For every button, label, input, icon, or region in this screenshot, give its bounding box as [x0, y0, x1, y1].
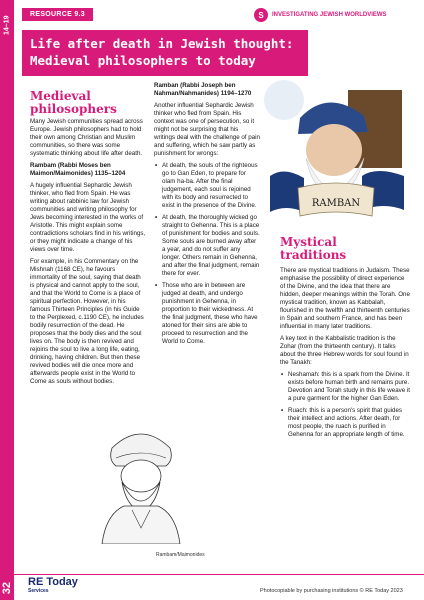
ramban-item: • At death, the souls of the righteous go to Gan Eden, to prepare for olam ha-ba. After the final judgement, each soul is rejoined with its body and resurrected to exist in the presence of the Divine. [154, 162, 260, 210]
rambam-portrait [94, 418, 188, 544]
section-label: INVESTIGATING JEWISH WORLDVIEWS [272, 12, 387, 18]
logo-sub: Services [28, 588, 49, 594]
section-header [254, 8, 387, 22]
footer-copyright: Photocopiable by purchasing institutions © RE Today 2023 [260, 588, 403, 594]
footer-logo [28, 577, 78, 594]
title-line-1: Life after death in Jewish thought: [30, 36, 294, 51]
page-number: 32 [1, 581, 13, 594]
mystical-column [280, 267, 410, 443]
ramban-item: • Those who are in between are judged at death, and undergo punishment in Gehenna, in proportion to their wickedness. At the final judgment, these who have atoned for their sins are able to proceed to resurrection and the World to Come. [154, 282, 260, 346]
medieval-heading: Medieval philosophers [30, 89, 117, 116]
title-line-2: Medieval philosophers to today [30, 53, 256, 68]
ramban-heading: Ramban (Rabbi Joseph ben Nahman/Nahmanides) 1194–1270 [154, 82, 252, 97]
logo-main: RE Today [28, 576, 78, 588]
rambam-heading: Rambam (Rabbi Moses ben Maimon/Maimonides) 1135–1204 [30, 162, 126, 177]
soul-list [280, 371, 410, 439]
ramban-portrait [264, 80, 410, 230]
footer-rule [14, 574, 424, 575]
soul-item: • Neshamah: this is a spark from the Divine. It exists before human birth and remains pure. Devotion and Torah study in this life weave it a pure garment for the higher Gan Eden. [280, 371, 410, 403]
ramban-item: • At death, the thoroughly wicked go straight to Gehenna. This is a place of punishment for bodies and souls. Some souls are burned away after a year, and do not suffer any longer. Others remain in Gehenna, and after the final judgment, remain there for ever. [154, 214, 260, 278]
medieval-intro: Many Jewish communities spread across Europe. Jewish philosophers had to hold their own among Christian and Muslim communities, so there was some systematic thinking about life after death. [30, 118, 143, 157]
rambam-caption: Rambam/Maimonides [156, 552, 205, 558]
ramban-column [154, 82, 260, 350]
mystical-paragraph-1: There are mystical traditions in Judaism. These emphasise the possibility of direct experience of the Divine, and the idea that there are hidden, deeper meanings within the Torah. One mystical tradition, known as Kabbalah, flourished in the twelfth and thirteenth centuries in Spain and southern France, and has been influential in many later traditions. [280, 267, 410, 330]
mystical-heading: Mystical traditions [280, 235, 347, 262]
title-banner [22, 30, 308, 76]
rambam-paragraph-1: A hugely influential Sephardic Jewish thinker, who fled from Spain. He was writing about rabbinic law for Jewish communities and writing philosophy for Jews becoming interested in the works of Aristotle. This might explain some contradictions scholars find in his writings, or they might indicate a change of his views over time. [30, 182, 146, 253]
mystical-paragraph-2: A key text in the Kabbalistic tradition is the Zohar (from the thirteenth century). It talks about the three Hebrew words for soul found in the Tanakh: [280, 335, 409, 366]
rambam-paragraph-2: For example, in his Commentary on the Mishnah (1168 CE), he favours immortality of the soul, saying that death is physical and cannot apply to the soul, and that the World to Come is a place of spiritual perfection. However, in his famous Thirteen Principles (in his Guide to the Perplexed, c.1190 CE), he includes bodily resurrection of the dead. He proposes that the body dies and the soul lives on. The body is then revived and rejoins the soul to live a long life, eating, drinking, having children. But then these revived bodies will die once more and afterwards people exist in the World to Come as souls without bodies. [30, 258, 144, 385]
medieval-column [30, 118, 146, 390]
resource-tag: RESOURCE 9.3 [22, 8, 93, 21]
ramban-banner-text: RAMBAN [311, 198, 361, 209]
soul-item: • Ruach: this is a person's spirit that guides their intellect and actions. After death, for most people, the ruach is purified in Gehenna for an appropriate length of time. [280, 407, 410, 439]
side-bar [0, 0, 14, 600]
ramban-intro: Another influential Sephardic Jewish thinker who fled from Spain. His context was one of persecution, so it might not be surprising that his writings deal with the challenge of pain and suffering, which he saw partly as punishment for wrongs: [154, 102, 260, 157]
age-range-label: 14–19 [3, 15, 11, 35]
ramban-list [154, 162, 260, 346]
section-badge: S [254, 8, 268, 22]
